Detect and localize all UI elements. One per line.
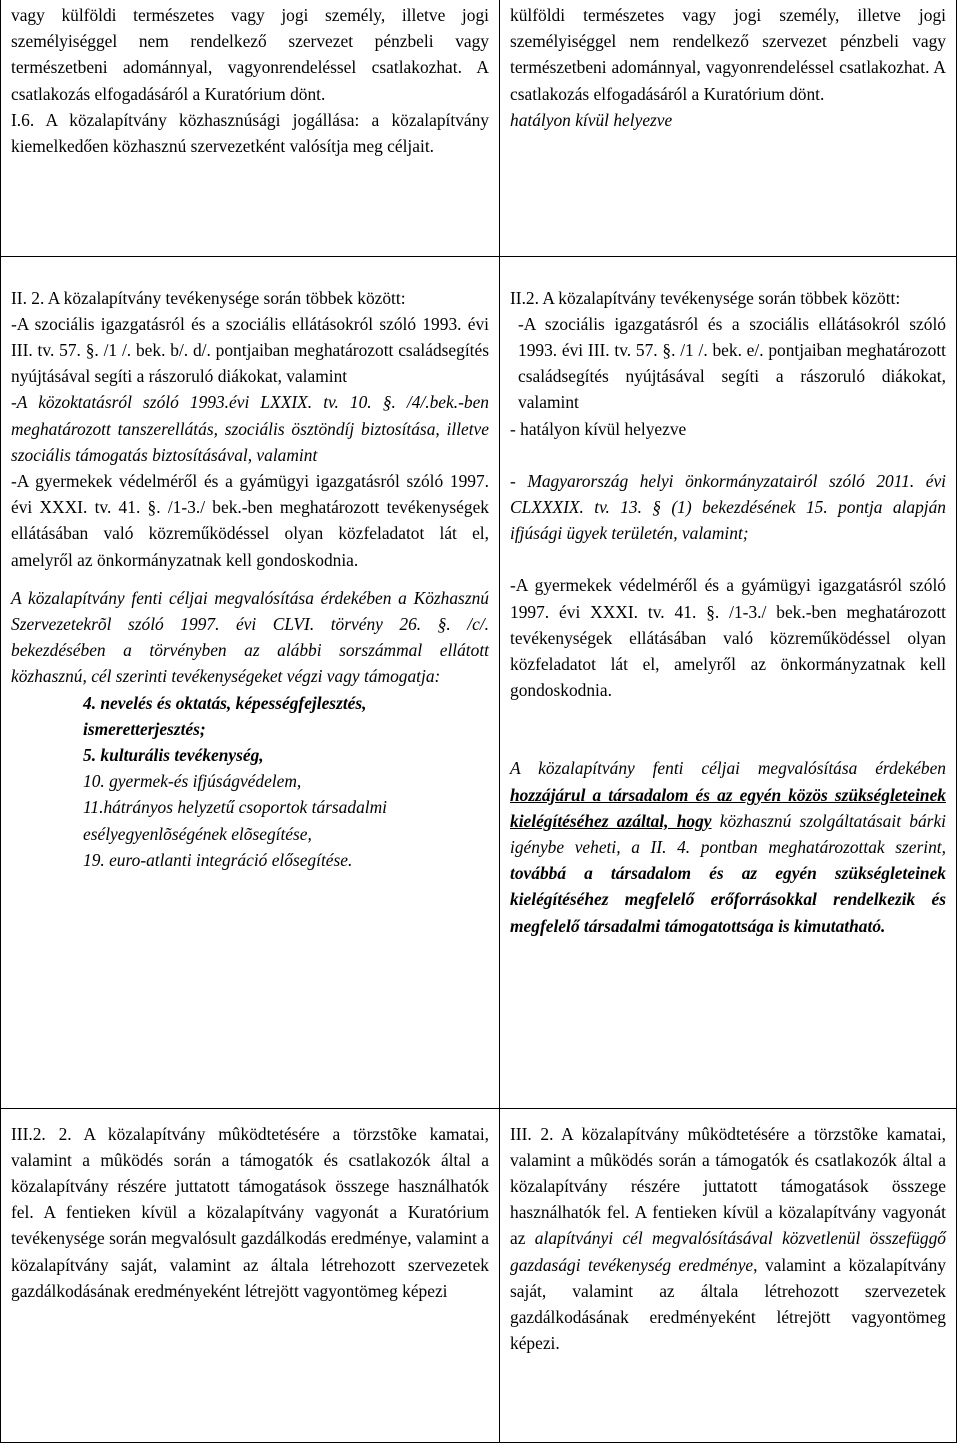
paragraph: A közalapítvány fenti céljai megvalósítása érdekében a Közhasznú Szervezetekrõl szóló 1997. évi CLVI. törvény 26. §. /c/. bekezdésében a törvényben az alábbi sorszámmal ellátott közhasznú, cél szerinti tevékenységeket végzi vagy támogatja: (11, 587, 489, 687)
paragraph (510, 107, 946, 133)
list-item: 19. euro-atlanti integráció elősegítése. (83, 849, 353, 870)
paragraph: vagy külföldi természetes vagy jogi személy, illetve jogi személyiséggel nem rendelkező szervezet pénzbeli vagy természetbeni adománnyal, vagyonrendeléssel csatlakozhat. A csatlakozás elfogadásáról a Kuratórium dönt. (11, 5, 489, 104)
paragraph: -A szociális igazgatásról és a szociális ellátásokról szóló 1993. évi III. tv. 57. §. /1 /. bek. e/. pontjaiban meghatározott családsegítés nyújtásával segíti a rászoruló diákokat, valamint (518, 313, 946, 413)
left-cell (1, 0, 500, 256)
list-item: 5. kulturális tevékenység, (83, 744, 264, 765)
paragraph: -A gyermekek védelméről és a gyámügyi igazgatásról szóló 1997. évi XXXI. tv. 41. §. /1-3./ bek.-ben meghatározott tevékenységek ellátásában való közreműködéssel olyan közfeladatot lát el, amelyről az önkormányzatnak kell gondoskodnia. (11, 470, 489, 570)
list-item: 10. gyermek-és ifjúságvédelem, (83, 771, 302, 792)
right-cell (500, 256, 957, 1108)
paragraph: külföldi természetes vagy jogi személy, illetve jogi személyiséggel nem rendelkező szervezet pénzbeli vagy természetbeni adománnyal, vagyonrendeléssel csatlakozhat. A csatlakozás elfogadásáról a Kuratórium dönt. (510, 5, 946, 104)
paragraph: - Magyarország helyi önkormányzatairól szóló 2011. évi CLXXXIX. tv. 13. § (1) bekezdésének 15. pontja alapján ifjúsági ügyek területén, valamint; (510, 470, 946, 544)
left-cell (1, 1108, 500, 1442)
paragraph: A közalapítvány fenti céljai megvalósítása érdekében hozzájárul a társadalom és az egyén közös szükségleteinek kielégítéséhez azáltal, hogy közhasznú szolgáltatásait bárki igénybe veheti, a II. 4. pontban meghatározottak szerint, továbbá a társadalom és az egyén szükségleteinek kielégítéséhez megfelelő erőforrásokkal rendelkezik és megfelelő társadalmi támogatottsága is kimutatható. (510, 758, 946, 936)
right-cell (500, 1108, 957, 1442)
paragraph: -A szociális igazgatásról és a szociális ellátásokról szóló 1993. évi III. tv. 57. §. /1 /. bek. b/. d/. pontjaiban meghatározott családsegítés nyújtásával segíti a rászoruló diákokat, valamint (11, 313, 489, 387)
paragraph: -A gyermekek védelméről és a gyámügyi igazgatásról szóló 1997. évi XXXI. tv. 41. §. /1-3./ bek.-ben meghatározott tevékenységek ellátásában való közreműködéssel olyan közfeladatot lát el, amelyről az önkormányzatnak kell gondoskodnia. (510, 575, 946, 701)
list-item: 11.hátrányos helyzetű csoportok társadalmi esélyegyenlõségének elõsegítése, (83, 797, 387, 844)
paragraph: II.2. A közalapítvány tevékenysége során többek között: (510, 287, 901, 308)
paragraph: II. 2. A közalapítvány tevékenysége során többek között: (11, 287, 406, 308)
right-cell (500, 0, 957, 256)
paragraph: III.2. 2. A közalapítvány mûködtetésére a törzstõke kamatai, valamint a mûködés során a támogatók és csatlakozók által a közalapítvány részére juttatott támogatások összege használhatók fel. A fentieken kívül a közalapítvány vagyonát a Kuratórium tevékenysége során megvalósult gazdálkodás eredménye, valamint a közalapítvány saját, valamint az általa létrehozott szervezetek gazdálkodásának eredményeként létrejött vagyontömeg képezi (11, 1123, 489, 1301)
table-row (1, 1108, 957, 1442)
paragraph: - hatályon kívül helyezve (510, 418, 687, 439)
repealed-note: hatályon kívül helyezve (510, 109, 673, 130)
table-row (1, 256, 957, 1108)
left-cell (1, 256, 500, 1108)
list-item: 4. nevelés és oktatás, képességfejlesztés, ismeretterjesztés; (83, 692, 367, 739)
paragraph: I.6. A közalapítvány közhasznúsági jogállása: a közalapítvány kiemelkedően közhasznú szervezetként valósítja meg céljait. (11, 109, 489, 157)
paragraph: III. 2. A közalapítvány mûködtetésére a törzstõke kamatai, valamint a mûködés során a támogatók és csatlakozók által a közalapítvány részére juttatott támogatások összege használhatók fel. A fentieken kívül a közalapítvány vagyonát az alapítványi cél megvalósításával közvetlenül összefüggő gazdasági tevékenység eredménye, valamint a közalapítvány saját, valamint az általa létrehozott szervezetek gazdálkodásának eredményeként létrejött vagyontömeg képezi. (510, 1123, 946, 1354)
table-row (1, 0, 957, 256)
paragraph: -A közoktatásról szóló 1993.évi LXXIX. tv. 10. §. /4/.bek.-ben meghatározott tanszerellátás, szociális ösztöndíj biztosítása, illetve szociális támogatás biztosításával, valamint (11, 392, 489, 465)
